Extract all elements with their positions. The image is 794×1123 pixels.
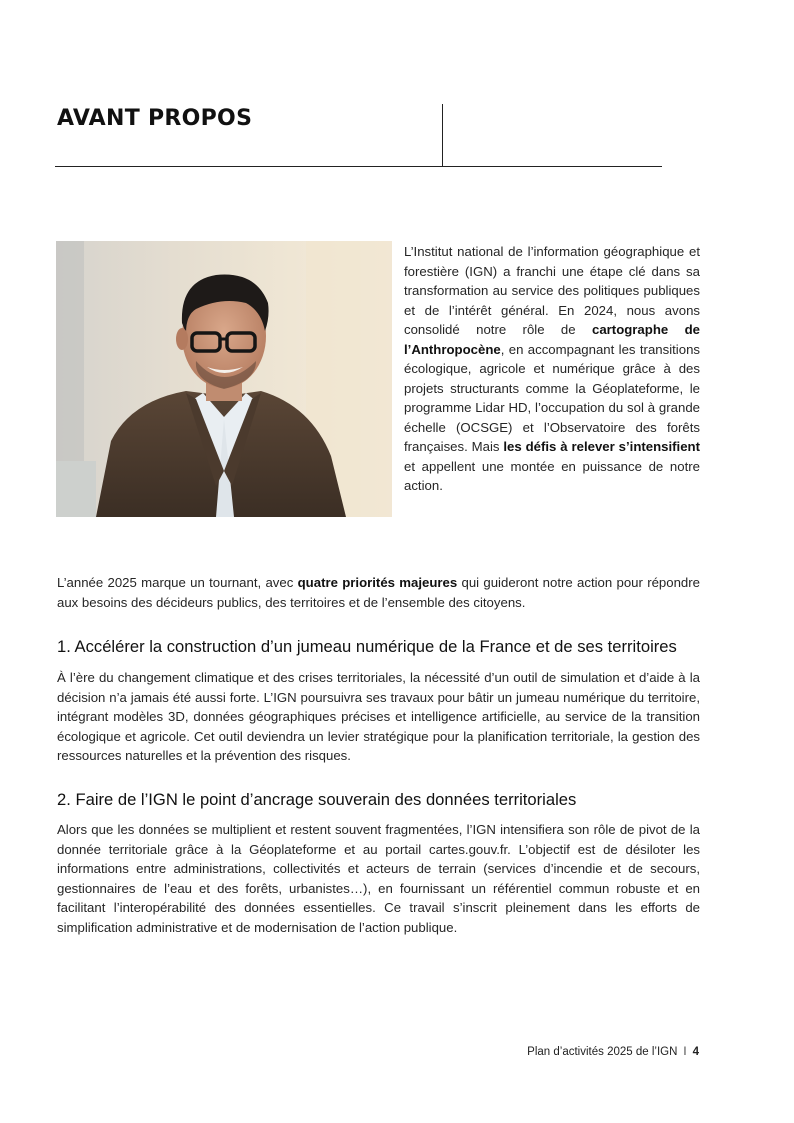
section-heading-1: 1. Accélérer la construction d’un jumeau numérique de la France et de ses territoires (57, 637, 677, 656)
priorities-emphasis: quatre priorités majeures (297, 575, 458, 590)
section-heading-2: 2. Faire de l’IGN le point d’ancrage souverain des données territoriales (57, 790, 577, 809)
intro-text-middle: , en accompagnant les transitions écologique, agricole et numérique grâce à des projets structurants comme la Géoplateforme, le programme Lidar HD, l’occupation du sol à grande échelle (OCSGE) et l’Observatoire des forêts françaises. Mais (404, 341, 700, 454)
intro-paragraph (404, 242, 700, 496)
priorities-paragraph (57, 573, 700, 612)
intro-text-start: L’Institut national de l’information géographique et forestière (IGN) a franchi une étape clé dans sa transformation au service des politiques publiques et de l’intérêt général. En 2024, nous avons consolidé notre rôle de (404, 244, 700, 337)
section-body-1: À l’ère du changement climatique et des crises territoriales, la nécessité d’un outil de simulation et d’aide à la décision n’a jamais été aussi forte. L’IGN poursuivra ses travaux pour bâtir un jumeau numérique du territoire, intégrant modèles 3D, données géographiques précises et intelligence artificielle, au service de la transition écologique et agricole. Cet outil deviendra un levier stratégique pour la planification territoriale, la gestion des ressources naturelles et la prévention des risques. (57, 670, 700, 763)
priorities-text-end: qui guideront notre action pour répondre aux besoins des décideurs publics, des territoires et de l’ensemble des citoyens. (57, 575, 700, 610)
intro-emphasis-anthropocene: cartographe de l’Anthropocène (404, 322, 700, 357)
footer-separator: I (683, 1046, 687, 1058)
priorities-text-start: L’année 2025 marque un tournant, avec (57, 575, 298, 590)
header-divider (55, 166, 662, 167)
page-number: 4 (692, 1046, 699, 1058)
portrait-photo (56, 241, 392, 517)
page-footer (527, 1046, 699, 1058)
footer-label: Plan d’activités 2025 de l’IGN (527, 1046, 678, 1058)
intro-emphasis-challenges: les défis à relever s’intensifient (503, 439, 700, 454)
intro-text-end: et appellent une montée en puissance de notre action. (404, 458, 700, 493)
section-body-2: Alors que les données se multiplient et restent souvent fragmentées, l’IGN intensifiera son rôle de pivot de la donnée territoriale grâce à la Géoplateforme et au portail cartes.gouv.fr. L’objectif est de désiloter les informations entre administrations, collectivités et acteurs de terrain (services d’incendie et de secours, gestionnaires de l’eau et des forêts, urbanistes…), en fournissant un référentiel commun robuste et en facilitant l’interopérabilité des données essentielles. Ce travail s’inscrit pleinement dans les efforts de simplification administrative et de modernisation de l’action publique. (57, 822, 700, 935)
header-vertical-divider (442, 104, 443, 167)
page-title: AVANT PROPOS (57, 106, 253, 131)
portrait-illustration (56, 241, 392, 517)
